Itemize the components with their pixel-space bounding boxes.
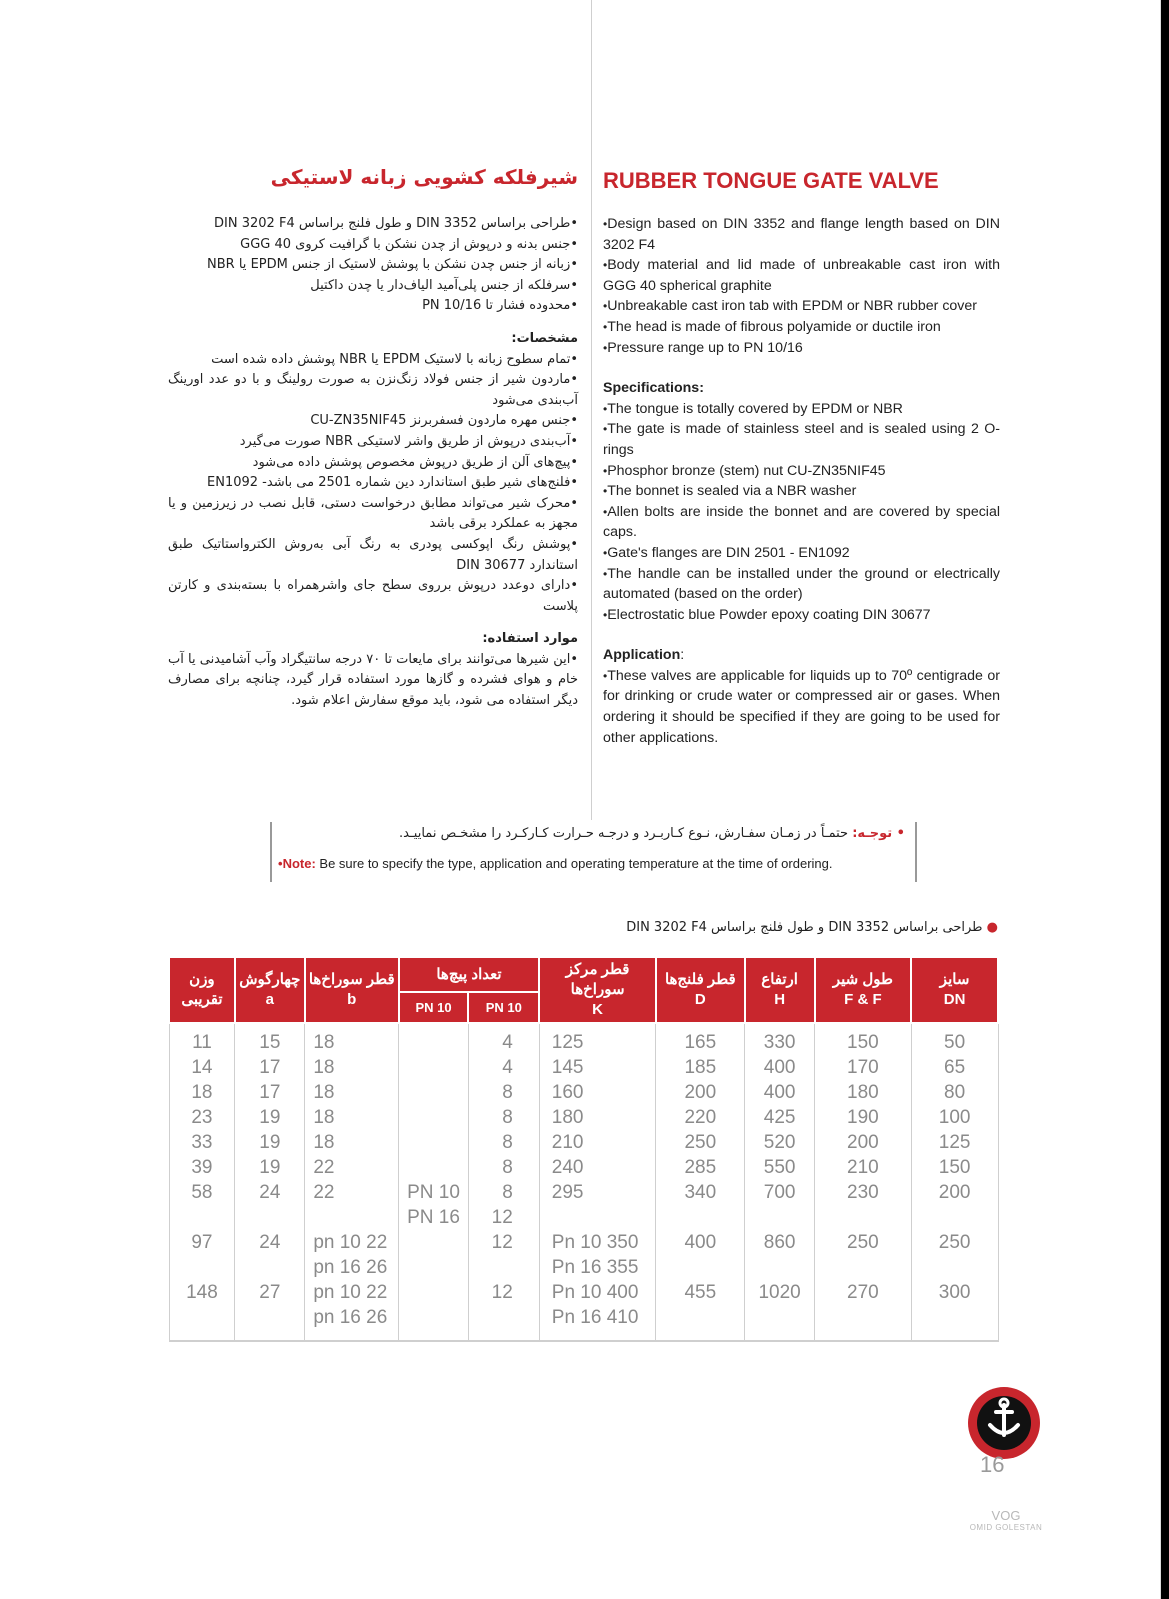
note-fa-text: حتمـاً در زمـان سفـارش، نـوع کـاربـرد و درجـه حـرارت کـارکـرد را مشخـص نماییـد.: [399, 826, 849, 841]
cell-value: 17: [259, 1057, 281, 1078]
cell-d: [656, 1023, 745, 1055]
cell-value: 125: [551, 1032, 584, 1053]
col-pcd-fa: قطر مرکز سوراخ‌ها: [565, 961, 630, 998]
cell-ff: [815, 1055, 912, 1080]
cell-b: [305, 1130, 399, 1155]
cell-weight: [169, 1130, 235, 1155]
cell-value: 148: [186, 1282, 218, 1303]
fa-feature: • جنس بدنه و درپوش از چدن نشکن با گرافیت کروی GGG 40: [168, 235, 578, 256]
col-weight-fa: وزن: [189, 971, 215, 988]
note-english: [278, 856, 833, 871]
col-square-sym: a: [265, 991, 275, 1008]
cell-value: 200: [938, 1182, 971, 1203]
en-spec: • The gate is made of stainless steel and is sealed using 2 O-rings: [603, 419, 1000, 460]
col-height-fa: ارتفاع: [761, 971, 798, 988]
fa-spec: • جنس مهره ماردون فسفربرنز CU-ZN35NIF45: [168, 411, 578, 432]
cell-d: [656, 1080, 745, 1105]
cell-bolts: [468, 1105, 539, 1130]
cell-value: 12: [491, 1232, 513, 1253]
cell-weight: [169, 1105, 235, 1130]
cell-dn: [911, 1180, 998, 1230]
cell-dn: [911, 1080, 998, 1105]
cell-k: [539, 1230, 656, 1280]
cell-b: [305, 1230, 399, 1280]
cell-value: 340: [684, 1182, 717, 1203]
cell-a: [235, 1280, 305, 1341]
table-row: [169, 1280, 998, 1341]
cell-h: [745, 1055, 815, 1080]
col-height-sym: H: [774, 991, 786, 1008]
cell-weight: [169, 1230, 235, 1280]
cell-h: [745, 1130, 815, 1155]
col-pn-left: PN 10: [399, 992, 469, 1023]
cell-value: 210: [847, 1157, 879, 1178]
cell-weight: [169, 1055, 235, 1080]
cell-a: [235, 1180, 305, 1230]
cell-bolts: [468, 1130, 539, 1155]
cell-value: 700: [763, 1182, 796, 1203]
cell-value: Pn 10 400: [551, 1282, 639, 1303]
cell-ff: [815, 1155, 912, 1180]
cell-value: 285: [684, 1157, 717, 1178]
cell-h: [745, 1280, 815, 1341]
cell-value: 14: [191, 1057, 213, 1078]
cell-value: 250: [684, 1132, 717, 1153]
cell-value: 18: [313, 1107, 335, 1128]
cell-pn: [399, 1023, 469, 1055]
cell-b: [305, 1280, 399, 1341]
cell-bolts: [468, 1230, 539, 1280]
en-feature: • Body material and lid made of unbreakable cast iron with GGG 40 spherical graphite: [603, 255, 1000, 296]
note-bullet: •: [892, 826, 905, 841]
col-size: [911, 957, 998, 1023]
cell-value: 400: [684, 1232, 717, 1253]
en-feature: • Pressure range up to PN 10/16: [603, 338, 1000, 359]
en-spec: • Allen bolts are inside the bonnet and are covered by special caps.: [603, 502, 1000, 543]
cell-value: 4: [502, 1032, 513, 1053]
cell-value: 190: [847, 1107, 879, 1128]
cell-value: 425: [763, 1107, 796, 1128]
cell-value: Pn 16 355: [551, 1257, 639, 1278]
cell-ff: [815, 1023, 912, 1055]
cell-b: [305, 1180, 399, 1230]
cell-a: [235, 1155, 305, 1180]
cell-value: 18: [313, 1032, 335, 1053]
cell-weight: [169, 1180, 235, 1230]
cell-pn: [399, 1280, 469, 1341]
cell-value: 520: [763, 1132, 796, 1153]
table-row: [169, 1055, 998, 1080]
en-feature: • Design based on DIN 3352 and flange length based on DIN 3202 F4: [603, 214, 1000, 255]
cell-d: [656, 1180, 745, 1230]
fa-feature: • زبانه از جنس چدن نشکن با پوشش لاستیک از جنس EPDM یا NBR: [168, 255, 578, 276]
cell-a: [235, 1230, 305, 1280]
en-spec: • The tongue is totally covered by EPDM or NBR: [603, 399, 1000, 420]
cell-value: 11: [192, 1032, 212, 1053]
col-weight: [169, 957, 235, 1023]
cell-value: 180: [551, 1107, 584, 1128]
cell-ff: [815, 1180, 912, 1230]
en-application-colon: :: [680, 647, 685, 664]
fa-spec: • ماردون شیر از جنس فولاد زنگ‌نزن به صورت رولینگ و با دو عدد اورینگ آب‌بندی می‌شود: [168, 370, 578, 411]
en-spec: • Gate's flanges are DIN 2501 - EN1092: [603, 543, 1000, 564]
cell-bolts: [468, 1155, 539, 1180]
cell-value: 250: [938, 1232, 971, 1253]
cell-dn: [911, 1280, 998, 1341]
cell-value: 97: [191, 1232, 213, 1253]
anchor-logo-icon: [966, 1385, 1042, 1461]
footer-brand-name: VOG: [991, 1508, 1021, 1523]
table-row: [169, 1080, 998, 1105]
cell-value: 58: [191, 1182, 213, 1203]
cell-weight: [169, 1155, 235, 1180]
cell-d: [656, 1055, 745, 1080]
cell-value: 19: [259, 1157, 281, 1178]
col-flange-dia-fa: قطر فلنج‌ها: [664, 971, 736, 988]
din-standard-line: [600, 920, 998, 935]
cell-bolts: [468, 1055, 539, 1080]
table-row: [169, 1130, 998, 1155]
cell-ff: [815, 1130, 912, 1155]
cell-dn: [911, 1023, 998, 1055]
ordering-note: [270, 822, 917, 882]
cell-value: 8: [502, 1082, 513, 1103]
table-row: [169, 1180, 998, 1230]
note-persian: [399, 826, 905, 841]
cell-h: [745, 1105, 815, 1130]
cell-value: 220: [684, 1107, 717, 1128]
cell-value: 23: [191, 1107, 213, 1128]
cell-a: [235, 1105, 305, 1130]
cell-value: pn 16 26: [313, 1307, 388, 1328]
cell-ff: [815, 1105, 912, 1130]
cell-value: 39: [191, 1157, 213, 1178]
col-hole-dia: [305, 957, 399, 1023]
col-length: [815, 957, 912, 1023]
col-flange-dia-sym: D: [694, 991, 706, 1008]
table-row: [169, 1023, 998, 1055]
note-en-label: Note:: [282, 856, 316, 871]
cell-value: 80: [944, 1082, 966, 1103]
fa-application: • این شیرها می‌توانند برای مایعات تا ۷۰ درجه سانتیگراد وآب آشامیدنی یا آب خام و هوای فشرده و گازها مورد استفاده قرار گیرد، چنانچه برای مصارف دیگر استفاده می شود، باید موقع سفارش اعلام شود.: [168, 650, 578, 712]
cell-value: 15: [259, 1032, 281, 1053]
cell-ff: [815, 1230, 912, 1280]
cell-dn: [911, 1105, 998, 1130]
english-column: [603, 214, 1000, 748]
cell-a: [235, 1130, 305, 1155]
fa-spec: • فلنج‌های شیر طبق استاندارد دین شماره 2501 می باشد- EN1092: [168, 473, 578, 494]
cell-h: [745, 1023, 815, 1055]
cell-value: 22: [313, 1182, 335, 1203]
note-fa-label: توجـه:: [852, 826, 893, 841]
cell-value: pn 16 26: [313, 1257, 388, 1278]
table-row: [169, 1230, 998, 1280]
col-size-fa: سایز: [939, 971, 970, 988]
cell-value: 160: [551, 1082, 584, 1103]
en-feature: • Unbreakable cast iron tab with EPDM or NBR rubber cover: [603, 296, 1000, 317]
fa-spec: • پیچ‌های آلن از طریق درپوش مخصوص پوشش داده می‌شود: [168, 453, 578, 474]
cell-value: 12: [491, 1282, 513, 1303]
cell-b: [305, 1105, 399, 1130]
title-english: RUBBER TONGUE GATE VALVE: [603, 168, 939, 193]
cell-value: 22: [313, 1157, 335, 1178]
cell-value: 550: [763, 1157, 796, 1178]
cell-a: [235, 1055, 305, 1080]
cell-h: [745, 1080, 815, 1105]
note-en-text: Be sure to specify the type, application and operating temperature at the time of ordering.: [319, 856, 833, 871]
cell-value: 100: [938, 1107, 971, 1128]
en-spec-heading: Specifications:: [603, 380, 704, 397]
cell-pn: [399, 1180, 469, 1230]
cell-value: Pn 16 410: [551, 1307, 639, 1328]
cell-value: 150: [847, 1032, 879, 1053]
note-bullet: •: [278, 856, 283, 871]
cell-k: [539, 1155, 656, 1180]
footer-brand-sub: OMID GOLESTAN: [969, 1523, 1043, 1532]
fa-spec: • دارای دوعدد درپوش برروی سطح جای واشرهمراه با بسته‌بندی و کارتن پلاست: [168, 576, 578, 617]
cell-value: 125: [938, 1132, 971, 1153]
cell-value: 18: [313, 1057, 335, 1078]
cell-weight: [169, 1023, 235, 1055]
cell-value: 200: [847, 1132, 879, 1153]
col-weight-fa2: تقریبی: [181, 991, 223, 1008]
cell-dn: [911, 1130, 998, 1155]
cell-value: 18: [191, 1082, 213, 1103]
cell-value: 210: [551, 1132, 584, 1153]
cell-value: pn 10 22: [313, 1232, 388, 1253]
cell-d: [656, 1230, 745, 1280]
cell-d: [656, 1280, 745, 1341]
cell-d: [656, 1155, 745, 1180]
cell-pn: [399, 1105, 469, 1130]
cell-value: 17: [259, 1082, 281, 1103]
col-size-sym: DN: [943, 991, 966, 1008]
cell-pn: [399, 1230, 469, 1280]
cell-bolts: [468, 1023, 539, 1055]
cell-k: [539, 1023, 656, 1055]
cell-h: [745, 1230, 815, 1280]
cell-weight: [169, 1280, 235, 1341]
col-hole-dia-sym: b: [347, 991, 357, 1008]
cell-k: [539, 1080, 656, 1105]
red-bullet: ●: [982, 920, 998, 935]
cell-b: [305, 1055, 399, 1080]
cell-value: 230: [847, 1182, 879, 1203]
persian-column: [168, 214, 578, 712]
cell-k: [539, 1180, 656, 1230]
cell-k: [539, 1055, 656, 1080]
cell-value: 8: [502, 1157, 513, 1178]
cell-value: 27: [259, 1282, 281, 1303]
en-application-heading-text: Application: [603, 647, 681, 664]
cell-weight: [169, 1080, 235, 1105]
table-row: [169, 1105, 998, 1130]
col-pcd: [539, 957, 656, 1023]
cell-a: [235, 1080, 305, 1105]
fa-spec: • پوشش رنگ اپوکسی پودری به رنگ آبی به‌روش الکترواستاتیک طبق استاندارد DIN 30677: [168, 535, 578, 576]
cell-value: 19: [259, 1107, 281, 1128]
cell-value: 185: [684, 1057, 717, 1078]
cell-value: PN 16: [407, 1207, 460, 1228]
cell-value: 24: [259, 1232, 281, 1253]
fa-feature: • طراحی براساس DIN 3352 و طول فلنج براساس DIN 3202 F4: [168, 214, 578, 235]
col-flange-dia: [656, 957, 745, 1023]
cell-value: 18: [313, 1132, 335, 1153]
cell-value: PN 10: [407, 1182, 460, 1203]
cell-value: 1020: [758, 1282, 801, 1303]
cell-value: 400: [763, 1082, 796, 1103]
cell-value: 8: [502, 1132, 513, 1153]
title-persian: شیرفلکه کشویی زبانه لاستیکی: [270, 165, 578, 189]
cell-bolts: [468, 1280, 539, 1341]
col-pcd-sym: K: [592, 1001, 604, 1018]
fa-spec: • تمام سطوح زبانه با لاستیک EPDM یا NBR پوشش داده شده است: [168, 350, 578, 371]
col-pn-right: PN 10: [468, 992, 539, 1023]
cell-ff: [815, 1080, 912, 1105]
fa-application-heading: موارد استفاده:: [482, 631, 578, 647]
fa-feature: • محدوده فشار تا PN 10/16: [168, 296, 578, 317]
fa-spec: • آب‌بندی درپوش از طریق واشر لاستیکی NBR صورت می‌گیرد: [168, 432, 578, 453]
en-spec: • Electrostatic blue Powder epoxy coating DIN 30677: [603, 605, 1000, 626]
cell-k: [539, 1130, 656, 1155]
cell-dn: [911, 1055, 998, 1080]
cell-pn: [399, 1130, 469, 1155]
cell-value: 170: [847, 1057, 879, 1078]
cell-value: 24: [259, 1182, 281, 1203]
din-standard-text: طراحی براساس DIN 3352 و طول فلنج براساس DIN 3202 F4: [626, 920, 983, 935]
cell-value: pn 10 22: [313, 1282, 388, 1303]
dimensions-table: [168, 956, 999, 1342]
cell-value: 33: [191, 1132, 213, 1153]
cell-pn: [399, 1080, 469, 1105]
cell-b: [305, 1023, 399, 1055]
cell-dn: [911, 1230, 998, 1280]
cell-value: 400: [763, 1057, 796, 1078]
cell-h: [745, 1180, 815, 1230]
en-spec: • The handle can be installed under the ground or electrically automated (based on the order): [603, 564, 1000, 605]
cell-value: 150: [938, 1157, 971, 1178]
cell-value: 18: [313, 1082, 335, 1103]
cell-value: 330: [763, 1032, 796, 1053]
cell-value: 240: [551, 1157, 584, 1178]
cell-value: 19: [259, 1132, 281, 1153]
cell-value: 165: [684, 1032, 717, 1053]
en-application: • These valves are applicable for liquids up to 70º centigrade or for drinking or crude water or compressed air or gases. When ordering it should be specified if they are going to be used for other applications.: [603, 666, 1000, 748]
cell-k: [539, 1105, 656, 1130]
col-bolt-count: تعداد پیچ‌ها: [399, 957, 540, 992]
cell-h: [745, 1155, 815, 1180]
col-square: [235, 957, 305, 1023]
en-spec: • Phosphor bronze (stem) nut CU-ZN35NIF45: [603, 461, 1000, 482]
cell-value: 8: [502, 1182, 513, 1203]
cell-value: 455: [684, 1282, 717, 1303]
cell-value: 65: [944, 1057, 966, 1078]
cell-value: 8: [502, 1107, 513, 1128]
cell-k: [539, 1280, 656, 1341]
col-length-sym: F & F: [844, 991, 882, 1008]
fa-spec: • محرک شیر می‌تواند مطابق درخواست دستی، قابل نصب در زیرزمین و یا مجهز به عملکرد برقی باشد: [168, 494, 578, 535]
cell-value: 50: [944, 1032, 966, 1053]
cell-value: 12: [491, 1207, 513, 1228]
cell-d: [656, 1105, 745, 1130]
cell-value: 295: [551, 1182, 584, 1203]
en-application-heading: [603, 645, 1000, 666]
fa-spec-heading: مشخصات:: [511, 330, 578, 346]
cell-value: 270: [847, 1282, 879, 1303]
en-feature: • The head is made of fibrous polyamide or ductile iron: [603, 317, 1000, 338]
company-logo: [966, 1385, 1042, 1461]
cell-bolts: [468, 1080, 539, 1105]
cell-ff: [815, 1280, 912, 1341]
cell-value: Pn 10 350: [551, 1232, 639, 1253]
table-row: [169, 1155, 998, 1180]
cell-d: [656, 1130, 745, 1155]
cell-value: 250: [847, 1232, 879, 1253]
column-divider: [591, 0, 592, 820]
cell-bolts: [468, 1180, 539, 1230]
cell-value: 4: [502, 1057, 513, 1078]
fa-feature: • سرفلکه از جنس پلی‌آمید الیاف‌دار یا چدن داکتیل: [168, 276, 578, 297]
cell-b: [305, 1080, 399, 1105]
cell-b: [305, 1155, 399, 1180]
en-spec: • The bonnet is sealed via a NBR washer: [603, 481, 1000, 502]
cell-dn: [911, 1155, 998, 1180]
cell-value: 200: [684, 1082, 717, 1103]
col-square-fa: چهارگوش: [239, 971, 301, 988]
cell-pn: [399, 1155, 469, 1180]
cell-value: 300: [938, 1282, 971, 1303]
col-height: [745, 957, 815, 1023]
cell-a: [235, 1023, 305, 1055]
cell-value: 145: [551, 1057, 584, 1078]
col-length-fa: طول شیر: [832, 971, 893, 988]
col-hole-dia-fa: قطر سوراخ‌ها: [308, 971, 395, 988]
cell-value: 860: [763, 1232, 796, 1253]
cell-pn: [399, 1055, 469, 1080]
footer-brand: [956, 1510, 1056, 1534]
page-number: 16: [980, 1452, 1005, 1477]
cell-value: 180: [847, 1082, 879, 1103]
